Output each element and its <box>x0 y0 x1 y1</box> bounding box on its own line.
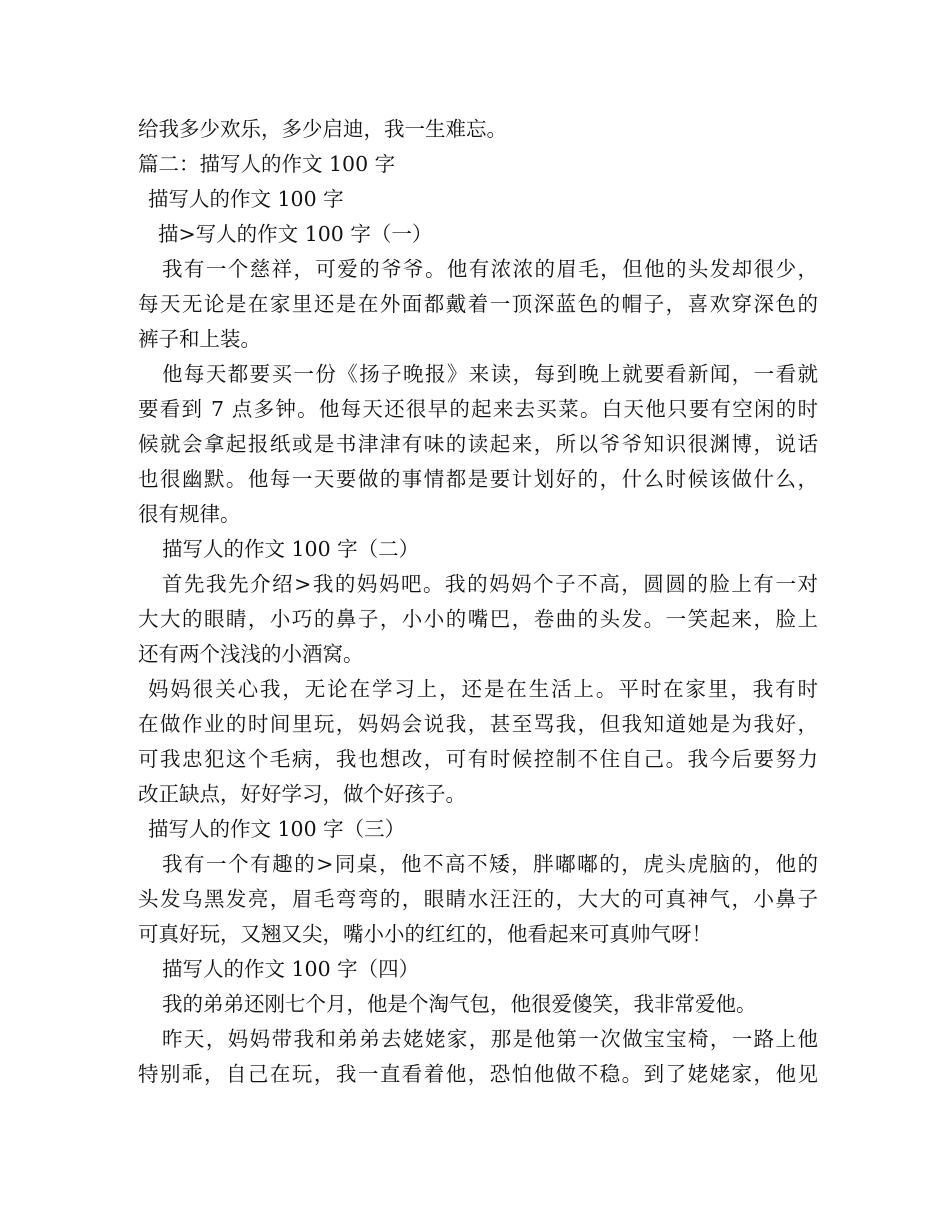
text-line-11: 也很幽默。他每一天要做的事情都是要计划好的，什么时候该做什么， <box>138 467 818 491</box>
subsection-heading-3: 描写人的作文 100 字（三） <box>148 817 406 841</box>
text-line-7: 裤子和上装。 <box>138 327 261 351</box>
text-line-1: 给我多少欢乐，多少启迪，我一生难忘。 <box>138 117 507 141</box>
text-line-27: 昨天，妈妈带我和弟弟去姥姥家，那是他第一次做宝宝椅，一路上他 <box>162 1027 818 1051</box>
text-line-22: 我有一个有趣的>同桌，他不高不矮，胖嘟嘟的，虎头虎脑的，他的 <box>162 852 818 876</box>
document-body <box>138 112 818 1092</box>
text-line-6: 每天无论是在家里还是在外面都戴着一顶深蓝色的帽子，喜欢穿深色的 <box>138 292 818 316</box>
text-line-8: 他每天都要买一份《扬子晚报》来读，每到晚上就要看新闻，一看就 <box>162 362 818 386</box>
text-line-9: 要看到 7 点多钟。他每天还很早的起来去买菜。白天他只要有空闲的时 <box>138 397 818 421</box>
text-line-10: 候就会拿起报纸或是书津津有味的读起来，所以爷爷知识很渊博，说话 <box>138 432 818 456</box>
text-line-19: 可我忠犯这个毛病，我也想改，可有时候控制不住自己。我今后要努力 <box>138 747 818 771</box>
text-line-15: 大大的眼睛，小巧的鼻子，小小的嘴巴，卷曲的头发。一笑起来，脸上 <box>138 607 818 631</box>
text-line-16: 还有两个浅浅的小酒窝。 <box>138 642 364 666</box>
text-line-28: 特别乖，自己在玩，我一直看着他，恐怕他做不稳。到了姥姥家，他见 <box>138 1062 818 1086</box>
text-line-23: 头发乌黑发亮，眉毛弯弯的，眼睛水汪汪的，大大的可真神气，小鼻子 <box>138 887 818 911</box>
text-line-26: 我的弟弟还刚七个月，他是个淘气包，他很爱傻笑，我非常爱他。 <box>162 992 757 1016</box>
subsection-heading-1: 描>写人的作文 100 字（一） <box>158 222 433 246</box>
text-line-5: 我有一个慈祥，可爱的爷爷。他有浓浓的眉毛，但他的头发却很少， <box>162 257 818 281</box>
text-line-12: 很有规律。 <box>138 502 241 526</box>
subsection-heading-2: 描写人的作文 100 字（二） <box>162 537 420 561</box>
text-line-24: 可真好玩，又翘又尖，嘴小小的红红的，他看起来可真帅气呀！ <box>138 922 712 946</box>
text-line-14: 首先我先介绍>我的妈妈吧。我的妈妈个子不高，圆圆的脸上有一对 <box>162 572 818 596</box>
text-line-18: 在做作业的时间里玩，妈妈会说我，甚至骂我，但我知道她是为我好， <box>138 712 818 736</box>
text-line-20: 改正缺点，好好学习，做个好孩子。 <box>138 782 466 806</box>
text-line-17: 妈妈很关心我，无论在学习上，还是在生活上。平时在家里，我有时 <box>148 677 818 701</box>
subsection-heading-4: 描写人的作文 100 字（四） <box>162 957 420 981</box>
section-heading: 篇二：描写人的作文 100 字 <box>138 152 396 176</box>
article-title: 描写人的作文 100 字 <box>148 187 344 211</box>
